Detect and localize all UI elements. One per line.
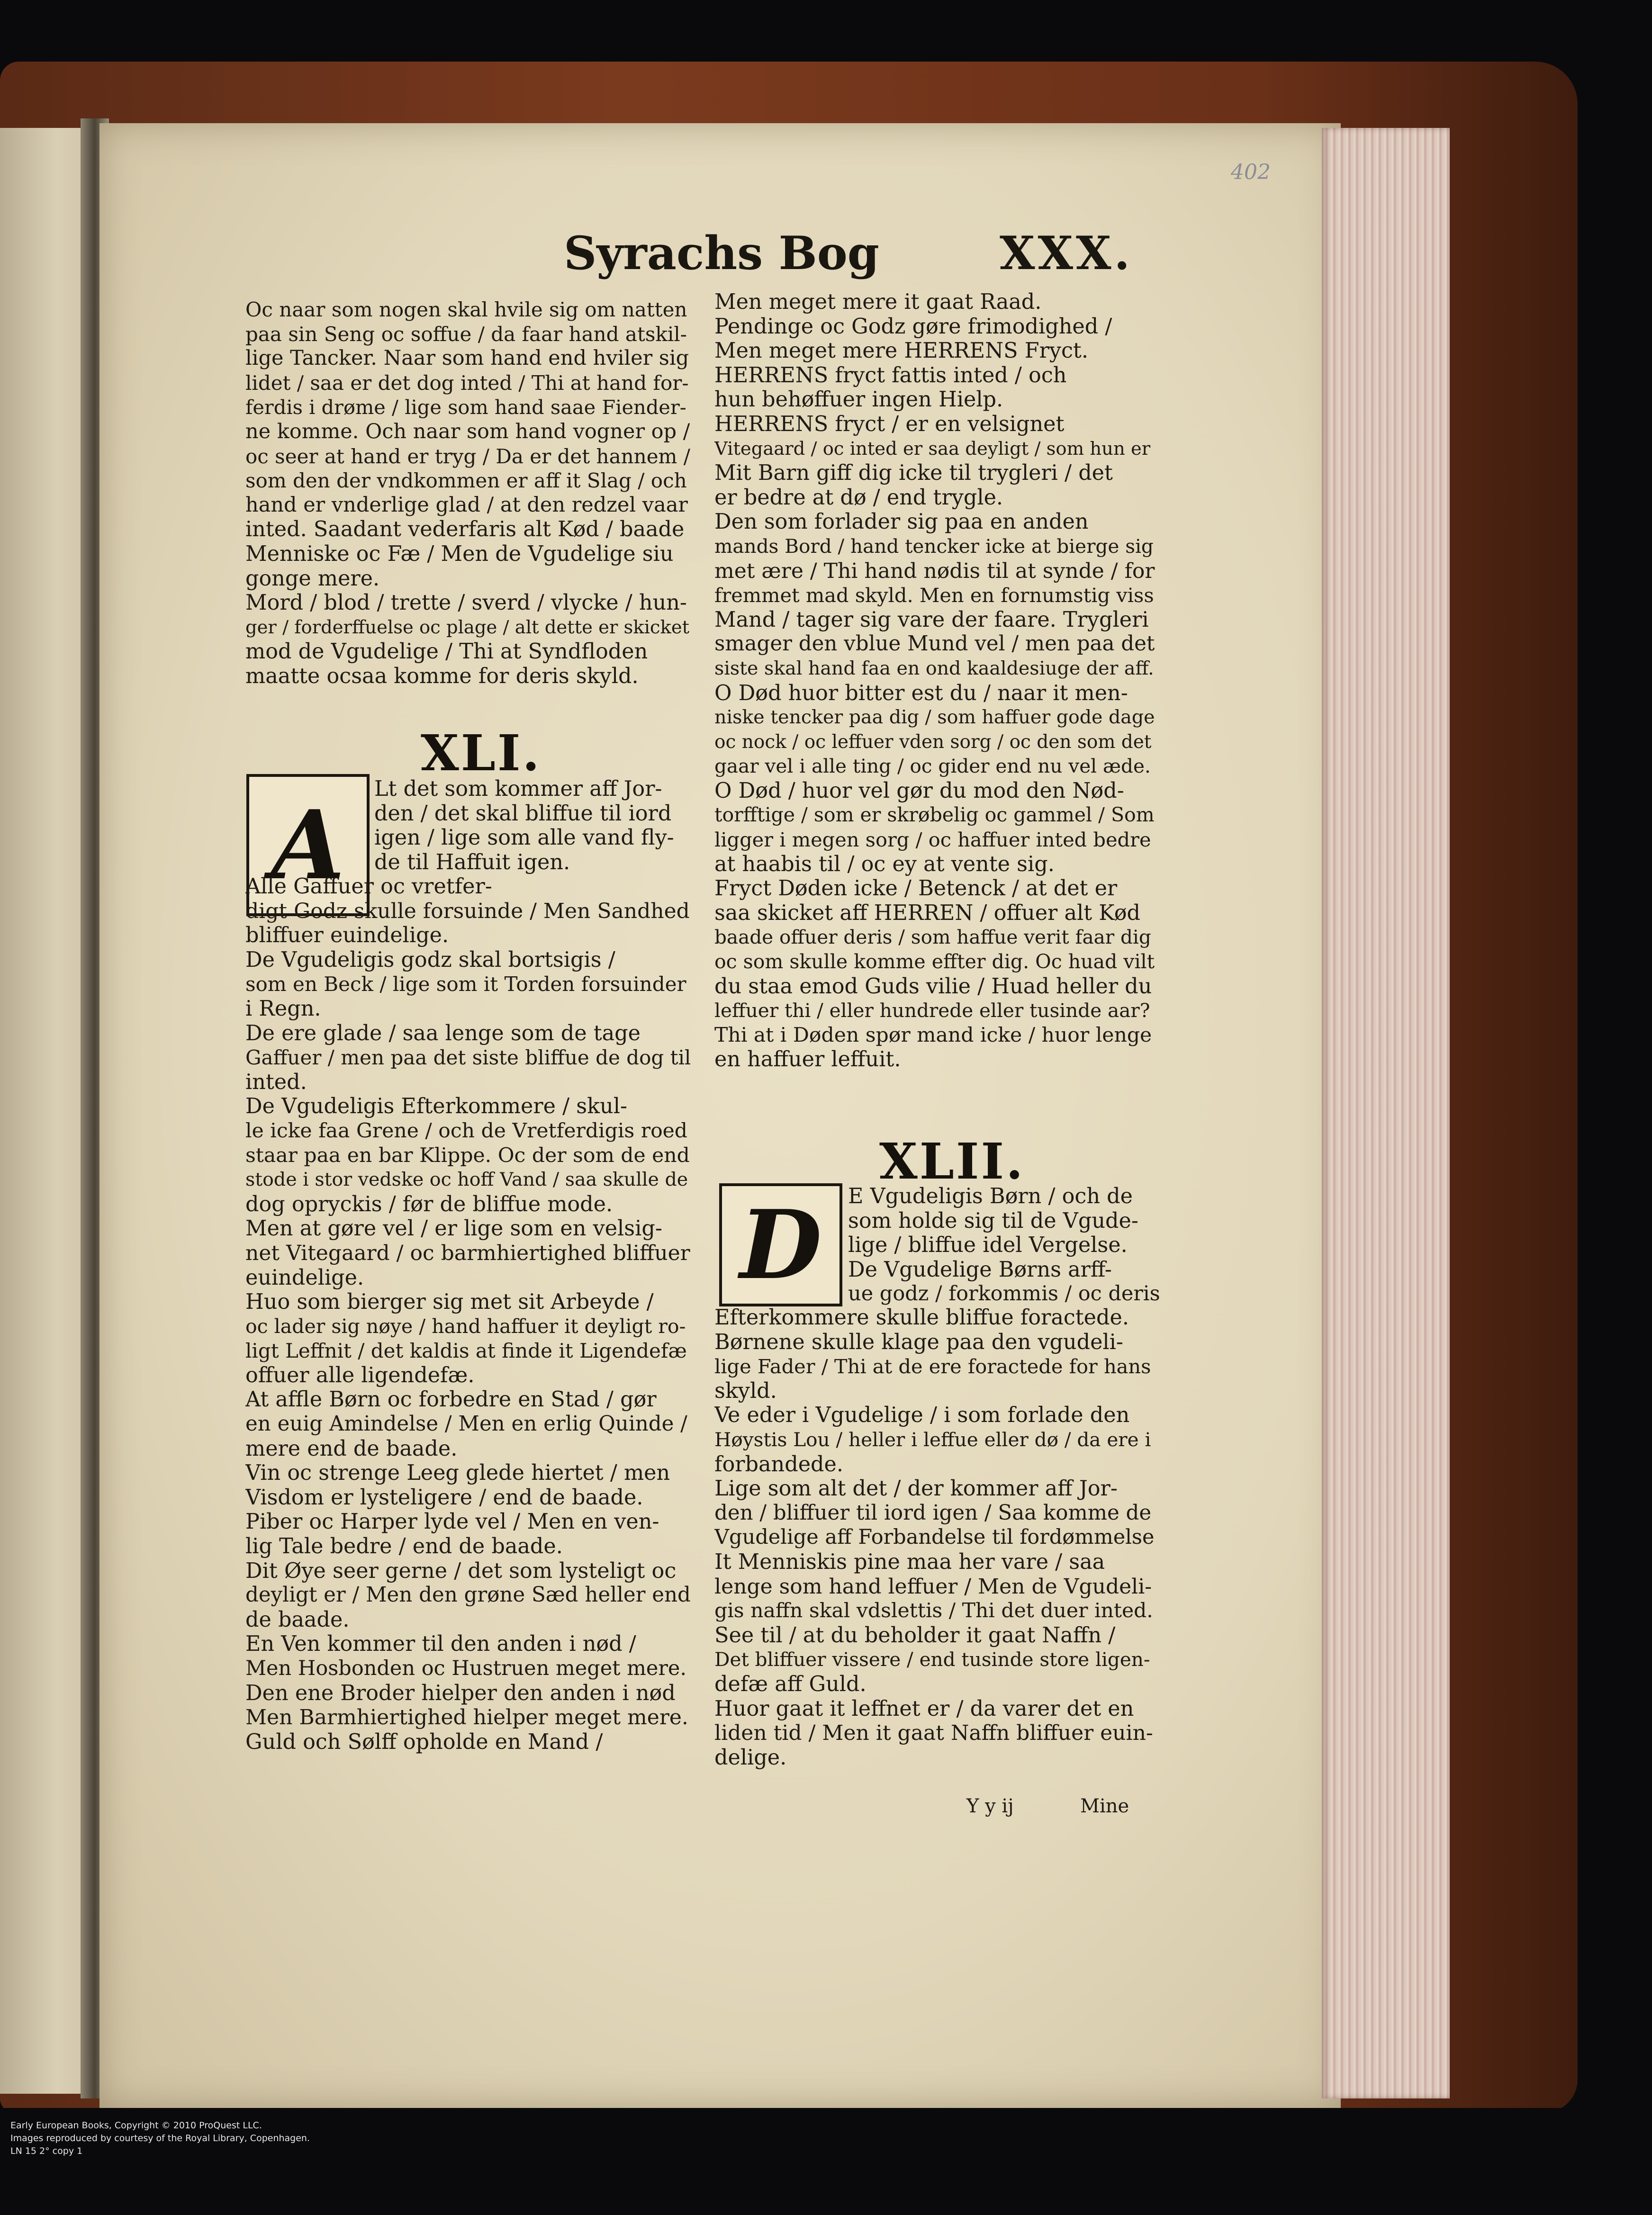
text-line: Visdom er lysteligere / end de baade. [245, 1485, 643, 1510]
text-line: lenge som hand leffuer / Men de Vgudeli- [714, 1574, 1152, 1599]
text-line: i Regn. [245, 996, 321, 1021]
signature-mark: Y y ij [966, 1795, 1014, 1817]
text-line: lige / bliffue idel Vergelse. [848, 1233, 1128, 1258]
text-line: mod de Vgudelige / Thi at Syndfloden [245, 639, 648, 664]
text-line: ne komme. Och naar som hand vogner op / [245, 419, 690, 443]
text-line: inted. [245, 1070, 307, 1094]
text-line: euindelige. [245, 1265, 364, 1290]
running-title: Syrachs Bog [564, 226, 879, 280]
text-line: ligt Leffnit / det kaldis at finde it Ligendefæ [245, 1339, 687, 1363]
text-line: paa sin Seng oc soffue / da faar hand atskil- [245, 322, 687, 346]
text-line: den / det skal bliffue til iord [374, 801, 672, 826]
text-line: Vgudelige aff Forbandelse til fordømmelse [714, 1525, 1155, 1549]
text-line: Menniske oc Fæ / Men de Vgudelige siu [245, 541, 674, 566]
text-line: net Vitegaard / oc barmhiertighed bliffuer [245, 1241, 690, 1265]
text-line: ligger i megen sorg / oc haffuer inted bedre [714, 828, 1151, 852]
right-column-body-text [714, 1306, 1155, 1770]
text-line: Det bliffuer vissere / end tusinde store ligen- [714, 1648, 1150, 1671]
left-column-top-text [245, 297, 691, 689]
text-line: Mit Barn giff dig icke til trygleri / det [714, 461, 1113, 486]
text-line: defæ aff Guld. [714, 1672, 867, 1696]
text-line: Piber oc Harper lyde vel / Men en ven- [245, 1510, 659, 1534]
text-line: som en Beck / lige som it Torden forsuinder [245, 972, 686, 996]
text-line: deyligt er / Men den grøne Sæd heller end [245, 1583, 691, 1607]
text-line: fremmet mad skyld. Men en fornumstig viss [714, 584, 1154, 607]
text-line: Mand / tager sig vare der faare. Trygleri [714, 607, 1149, 632]
text-line: oc som skulle komme effter dig. Oc huad vilt [714, 950, 1155, 973]
text-line: Lige som alt det / der kommer aff Jor- [714, 1477, 1118, 1501]
text-line: hun behøffuer ingen Hielp. [714, 387, 1003, 412]
chapter-heading-xli: XLI. [421, 724, 542, 782]
text-line: Men meget mere HERRENS Fryct. [714, 339, 1088, 363]
text-line: torfftige / som er skrøbelig oc gammel / Som [714, 803, 1155, 827]
text-line: E Vgudeligis Børn / och de [848, 1184, 1133, 1208]
text-line: siste skal hand faa en ond kaaldesiuge der aff. [714, 657, 1154, 679]
text-line: bliffuer euindelige. [245, 923, 449, 948]
text-line: oc nock / oc leffuer vden sorg / oc den som det [714, 731, 1152, 753]
text-line: Vin oc strenge Leeg glede hiertet / men [245, 1461, 670, 1486]
text-line: som holde sig til de Vgude- [848, 1208, 1138, 1233]
text-line: lig Tale bedre / end de baade. [245, 1534, 563, 1559]
text-line: HERRENS fryct / er en velsignet [714, 412, 1065, 436]
text-line: smager den vblue Mund vel / men paa det [714, 632, 1155, 656]
footer-shelfmark-line: LN 15 2° copy 1 [10, 2146, 83, 2156]
text-line: Pendinge oc Godz gøre frimodighed / [714, 314, 1112, 339]
text-line: Mord / blod / trette / sverd / vlycke / hun- [245, 591, 687, 615]
text-line: lige Tancker. Naar som hand end hviler sig [245, 346, 689, 370]
text-line: At affle Børn oc forbedre en Stad / gør [245, 1387, 657, 1412]
text-line: De ere glade / saa lenge som de tage [245, 1021, 641, 1045]
text-line: liden tid / Men it gaat Naffn bliffuer euin- [714, 1721, 1153, 1746]
text-line: De Vgudeligis Efterkommere / skul- [245, 1094, 627, 1119]
text-line: de til Haffuit igen. [374, 850, 570, 874]
chapter-heading-xlii: XLII. [879, 1132, 1025, 1190]
text-line: dog opryckis / før de bliffue mode. [245, 1192, 613, 1216]
text-line: gonge mere. [245, 566, 380, 591]
text-line: Guld och Sølff opholde en Mand / [245, 1729, 603, 1754]
text-line: hand er vnderlige glad / at den redzel vaar [245, 493, 688, 517]
text-line: en haffuer leffuit. [714, 1047, 901, 1072]
text-line: oc lader sig nøye / hand haffuer it deyligt ro- [245, 1315, 686, 1338]
text-line: lidet / saa er det dog inted / Thi at hand for- [245, 371, 689, 395]
left-column-body-text [245, 874, 691, 1754]
page-fore-edge [1322, 128, 1450, 2098]
text-line: leffuer thi / eller hundrede eller tusinde aar? [714, 999, 1150, 1022]
text-line: Men Barmhiertighed hielper meget mere. [245, 1705, 688, 1730]
text-line: Huo som bierger sig met sit Arbeyde / [245, 1290, 654, 1315]
text-line: den / bliffuer til iord igen / Saa komme de [714, 1501, 1152, 1525]
text-line: mands Bord / hand tencker icke at bierge sig [714, 534, 1154, 558]
copyright-footer [0, 2108, 1652, 2215]
right-column-dropcap-text [848, 1184, 1161, 1306]
text-line: at haabis til / oc ey at vente sig. [714, 852, 1055, 876]
text-line: lige Fader / Thi at de ere foractede for hans [714, 1355, 1151, 1378]
folio-numeral: XXX. [1000, 226, 1133, 280]
right-column-top-text [714, 290, 1155, 1072]
text-line: Høystis Lou / heller i leffue eller dø / da ere i [714, 1428, 1151, 1451]
text-line: er bedre at dø / end trygle. [714, 485, 1003, 510]
text-line: Den ene Broder hielper den anden i nød [245, 1681, 676, 1705]
text-line: igen / lige som alle vand fly- [374, 826, 674, 850]
text-line: De Vgudeligis godz skal bortsigis / [245, 947, 615, 972]
text-line: gaar vel i alle ting / oc gider end nu vel æde. [714, 755, 1151, 778]
text-line: O Død / huor vel gør du mod den Nød- [714, 778, 1124, 803]
footer-courtesy-line: Images reproduced by courtesy of the Royal Library, Copenhagen. [10, 2133, 310, 2143]
text-line: maatte ocsaa komme for deris skyld. [245, 664, 639, 688]
text-line: de baade. [245, 1607, 350, 1632]
text-line: som den der vndkommen er aff it Slag / och [245, 469, 687, 493]
text-line: mere end de baade. [245, 1436, 458, 1461]
text-line: Men at gøre vel / er lige som en velsig- [245, 1216, 662, 1241]
text-line: It Menniskis pine maa her vare / saa [714, 1549, 1105, 1574]
text-line: stode i stor vedske oc hoff Vand / saa skulle de [245, 1169, 688, 1191]
text-line: Fryct Døden icke / Betenck / at det er [714, 876, 1118, 901]
text-line: Efterkommere skulle bliffue foractede. [714, 1306, 1129, 1330]
text-line: digt Godz skulle forsuinde / Men Sandhed [245, 899, 690, 923]
text-line: Børnene skulle klage paa den vgudeli- [714, 1330, 1123, 1354]
text-line: ferdis i drøme / lige som hand saae Fiender- [245, 396, 686, 419]
text-line: delige. [714, 1745, 787, 1770]
text-line: HERRENS fryct fattis inted / och [714, 363, 1067, 387]
text-line: Ve eder i Vgudelige / i som forlade den [714, 1403, 1130, 1428]
text-line: ger / forderffuelse oc plage / alt dette er skicket [245, 616, 690, 638]
catchword: Mine [1080, 1795, 1129, 1817]
text-line: ue godz / forkommis / oc deris [848, 1282, 1160, 1306]
text-line: Gaffuer / men paa det siste bliffue de dog til [245, 1046, 691, 1070]
text-line: Men meget mere it gaat Raad. [714, 290, 1042, 314]
text-line: skyld. [714, 1378, 777, 1403]
text-line: inted. Saadant vederfaris alt Kød / baade [245, 517, 685, 542]
text-line: Dit Øye seer gerne / det som lysteligt oc [245, 1558, 677, 1583]
text-line: baade offuer deris / som haffue verit faar dig [714, 926, 1151, 949]
text-line: gis naffn skal vdslettis / Thi det duer inted. [714, 1599, 1153, 1623]
text-line: niske tencker paa dig / som haffuer gode dage [714, 706, 1155, 729]
text-line: le icke faa Grene / och de Vretferdigis roed [245, 1119, 688, 1143]
text-line: Vitegaard / oc inted er saa deyligt / som hun er [714, 438, 1151, 459]
text-line: O Død huor bitter est du / naar it men- [714, 681, 1128, 705]
text-line: staar paa en bar Klippe. Oc der som de end [245, 1144, 690, 1167]
text-line: en euig Amindelse / Men en erlig Quinde / [245, 1412, 687, 1436]
text-line: du staa emod Guds vilie / Huad heller du [714, 974, 1152, 999]
text-line: oc seer at hand er tryg / Da er det hannem / [245, 444, 690, 468]
text-line: Den som forlader sig paa en anden [714, 510, 1089, 534]
text-line: forbandede. [714, 1452, 843, 1477]
text-line: En Ven kommer til den anden i nød / [245, 1632, 636, 1657]
pencil-folio-number: 402 [1231, 160, 1271, 184]
text-line: saa skicket aff HERREN / offuer alt Kød [714, 900, 1140, 925]
text-line: Huor gaat it leffnet er / da varer det en [714, 1696, 1134, 1721]
dropcap-letter: D [740, 1189, 822, 1301]
dropcap-letter: A [271, 789, 345, 901]
text-line: met ære / Thi hand nødis til at synde / for [714, 558, 1155, 583]
text-line: Men Hosbonden oc Hustruen meget mere. [245, 1657, 687, 1680]
text-line: Thi at i Døden spør mand icke / huor lenge [714, 1023, 1152, 1047]
dropcap-initial-d [719, 1183, 842, 1306]
text-line: See til / at du beholder it gaat Naffn / [714, 1623, 1116, 1648]
text-line: Oc naar som nogen skal hvile sig om natten [245, 298, 687, 321]
footer-copyright-line: Early European Books, Copyright © 2010 ProQuest LLC. [10, 2120, 262, 2131]
text-line: offuer alle ligendefæ. [245, 1363, 475, 1387]
text-line: De Vgudelige Børns arff- [848, 1257, 1112, 1282]
text-line: Lt det som kommer aff Jor- [374, 777, 662, 801]
text-line: Alle Gaffuer oc vretfer- [245, 874, 492, 899]
left-column-dropcap-text [374, 777, 692, 874]
